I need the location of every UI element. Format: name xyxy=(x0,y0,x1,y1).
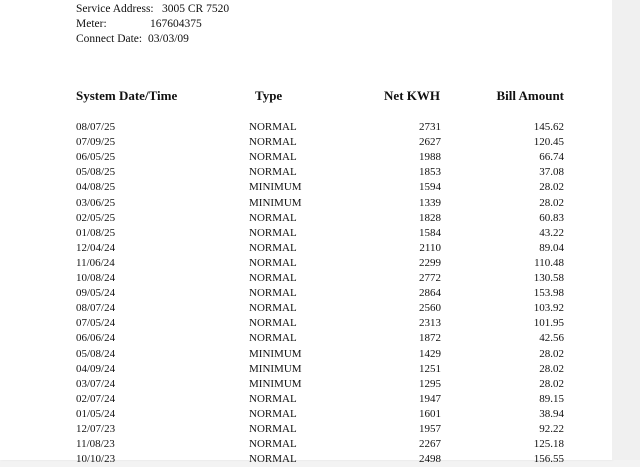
row-bill-amount: 89.15 xyxy=(539,392,564,405)
table-row xyxy=(0,392,612,407)
row-net-kwh: 1251 xyxy=(419,362,441,375)
table-row xyxy=(0,135,612,150)
column-header-bill-amount: Bill Amount xyxy=(496,88,564,103)
table-row xyxy=(0,211,612,226)
table-row xyxy=(0,165,612,180)
row-net-kwh: 1594 xyxy=(419,181,441,194)
row-bill-amount: 28.02 xyxy=(539,347,564,360)
table-row xyxy=(0,286,612,301)
connect-date-value: 03/03/09 xyxy=(148,33,189,45)
row-type: NORMAL xyxy=(249,438,297,451)
row-net-kwh: 1429 xyxy=(419,347,441,360)
table-row xyxy=(0,256,612,271)
table-row xyxy=(0,271,612,286)
table-row xyxy=(0,196,612,211)
row-bill-amount: 37.08 xyxy=(539,166,564,179)
row-net-kwh: 2299 xyxy=(419,256,441,269)
row-net-kwh: 2560 xyxy=(419,302,441,315)
table-row xyxy=(0,407,612,422)
row-date: 10/10/23 xyxy=(76,453,116,466)
row-type: NORMAL xyxy=(249,136,297,149)
column-header-net-kwh: Net KWH xyxy=(384,88,440,103)
service-address-line xyxy=(76,2,230,16)
row-net-kwh: 2627 xyxy=(419,136,441,149)
row-net-kwh: 1853 xyxy=(419,166,441,179)
row-bill-amount: 28.02 xyxy=(539,181,564,194)
row-bill-amount: 92.22 xyxy=(539,423,564,435)
meter-line xyxy=(76,17,202,31)
row-date: 06/05/25 xyxy=(76,151,116,164)
row-bill-amount: 103.92 xyxy=(533,302,564,315)
table-row xyxy=(0,347,612,362)
row-date: 07/09/25 xyxy=(76,136,116,149)
table-row xyxy=(0,437,612,452)
table-row xyxy=(0,120,612,135)
table-row xyxy=(0,180,612,195)
row-type: NORMAL xyxy=(249,272,297,284)
row-net-kwh: 1947 xyxy=(419,392,441,405)
row-bill-amount: 156.55 xyxy=(533,453,564,466)
row-bill-amount: 43.22 xyxy=(539,226,564,239)
row-net-kwh: 2267 xyxy=(419,438,441,451)
column-header-date: System Date/Time xyxy=(76,88,178,103)
row-date: 01/05/24 xyxy=(76,407,116,420)
row-date: 08/07/25 xyxy=(76,121,116,133)
column-header-type: Type xyxy=(255,88,283,103)
row-net-kwh: 1872 xyxy=(419,332,441,345)
row-bill-amount: 66.74 xyxy=(539,151,564,164)
row-bill-amount: 120.45 xyxy=(533,136,564,149)
row-net-kwh: 2313 xyxy=(419,317,441,330)
row-net-kwh: 1584 xyxy=(419,226,441,239)
row-net-kwh: 2772 xyxy=(419,272,441,284)
row-date: 05/08/24 xyxy=(76,347,116,360)
row-date: 03/07/24 xyxy=(76,377,116,390)
row-date: 08/07/24 xyxy=(76,302,116,315)
row-date: 12/04/24 xyxy=(76,241,116,254)
row-net-kwh: 2498 xyxy=(419,453,441,466)
table-row xyxy=(0,226,612,241)
row-date: 03/06/25 xyxy=(76,196,116,209)
row-type: NORMAL xyxy=(249,226,297,239)
connect-date-label: Connect Date: xyxy=(76,33,143,45)
row-date: 11/06/24 xyxy=(76,256,115,269)
table-row xyxy=(0,301,612,316)
row-type: MINIMUM xyxy=(249,362,302,375)
table-row xyxy=(0,150,612,165)
row-type: NORMAL xyxy=(249,211,297,224)
row-type: MINIMUM xyxy=(249,377,302,390)
row-type: NORMAL xyxy=(249,302,297,315)
row-bill-amount: 125.18 xyxy=(533,438,564,451)
row-bill-amount: 28.02 xyxy=(539,377,564,390)
row-bill-amount: 28.02 xyxy=(539,196,564,209)
table-row xyxy=(0,241,612,256)
meter-value: 167604375 xyxy=(150,18,202,30)
row-date: 04/09/24 xyxy=(76,362,116,375)
table-row xyxy=(0,377,612,392)
row-bill-amount: 28.02 xyxy=(539,362,564,375)
row-net-kwh: 1988 xyxy=(419,151,441,164)
row-net-kwh: 1339 xyxy=(419,196,441,209)
row-bill-amount: 38.94 xyxy=(539,407,564,420)
row-date: 02/05/25 xyxy=(76,211,116,224)
row-type: MINIMUM xyxy=(249,181,302,194)
row-bill-amount: 130.58 xyxy=(533,272,564,284)
row-bill-amount: 89.04 xyxy=(539,241,564,254)
table-row xyxy=(0,362,612,377)
row-date: 05/08/25 xyxy=(76,166,116,179)
row-type: MINIMUM xyxy=(249,196,302,209)
table-row xyxy=(0,331,612,346)
row-date: 07/05/24 xyxy=(76,317,116,330)
row-type: NORMAL xyxy=(249,332,297,345)
row-type: MINIMUM xyxy=(249,347,302,360)
row-type: NORMAL xyxy=(249,151,297,164)
row-type: NORMAL xyxy=(249,423,297,435)
row-bill-amount: 153.98 xyxy=(533,287,564,300)
connect-date-line xyxy=(76,32,189,46)
row-type: NORMAL xyxy=(249,407,297,420)
page-edge xyxy=(612,0,640,460)
row-date: 12/07/23 xyxy=(76,423,116,435)
row-net-kwh: 2110 xyxy=(419,241,441,254)
row-net-kwh: 1295 xyxy=(419,377,441,390)
row-bill-amount: 145.62 xyxy=(533,121,564,133)
row-date: 11/08/23 xyxy=(76,438,115,451)
row-date: 06/06/24 xyxy=(76,332,116,345)
row-net-kwh: 1828 xyxy=(419,211,441,224)
row-bill-amount: 101.95 xyxy=(533,317,564,330)
row-date: 02/07/24 xyxy=(76,392,116,405)
row-type: NORMAL xyxy=(249,392,297,405)
row-date: 10/08/24 xyxy=(76,272,116,284)
row-type: NORMAL xyxy=(249,241,297,254)
row-net-kwh: 2731 xyxy=(419,121,441,133)
row-bill-amount: 60.83 xyxy=(539,211,564,224)
row-date: 09/05/24 xyxy=(76,287,116,300)
row-bill-amount: 42.56 xyxy=(539,332,564,345)
table-row xyxy=(0,422,612,437)
row-type: NORMAL xyxy=(249,256,297,269)
row-type: NORMAL xyxy=(249,121,297,133)
table-row xyxy=(0,316,612,331)
row-net-kwh: 1601 xyxy=(419,407,441,420)
row-type: NORMAL xyxy=(249,166,297,179)
meter-label: Meter: xyxy=(76,18,107,30)
row-type: NORMAL xyxy=(249,287,297,300)
service-address-label: Service Address: xyxy=(76,3,154,15)
row-bill-amount: 110.48 xyxy=(534,256,564,269)
row-type: NORMAL xyxy=(249,317,297,330)
row-net-kwh: 1957 xyxy=(419,423,441,435)
row-date: 01/08/25 xyxy=(76,226,116,239)
row-net-kwh: 2864 xyxy=(419,287,441,300)
row-type: NORMAL xyxy=(249,453,297,466)
row-date: 04/08/25 xyxy=(76,181,116,194)
service-address-value: 3005 CR 7520 xyxy=(162,3,230,15)
